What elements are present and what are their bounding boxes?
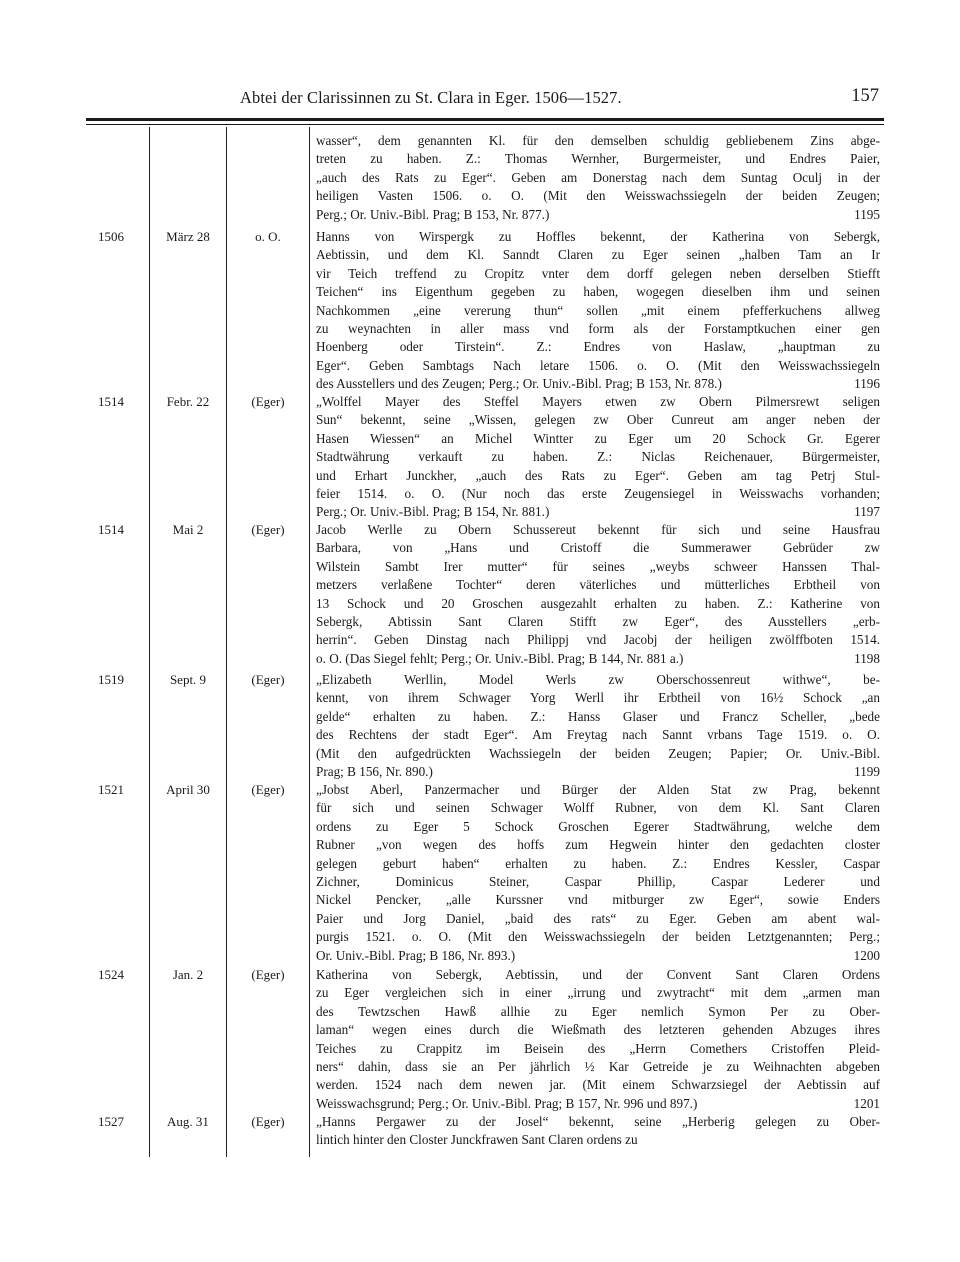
entry-number: 1197 <box>854 504 880 520</box>
entry-text <box>316 521 880 668</box>
entry-year: 1519 <box>98 672 124 687</box>
column-divider-date-place <box>226 127 227 1157</box>
entry-place: (Eger) <box>251 967 285 982</box>
entry-number: 1195 <box>854 206 880 222</box>
text-line-content: wasser“, dem genannten Kl. für den demselben schuldig gebliebenem Zins abge- <box>316 133 880 148</box>
text-line-content: gelegen geburt haben“ erhalten zu haben. Z.: Endres Kessler, Caspar <box>316 855 880 871</box>
text-line <box>316 818 880 836</box>
text-line <box>316 799 880 817</box>
text-line <box>316 150 880 168</box>
text-line-content: vir Teich treffend zu Cropitz vnter dem dorff gelegen neben derselben Stiefft <box>316 265 880 281</box>
text-line <box>316 708 880 726</box>
text-line <box>316 891 880 909</box>
column-divider-place-text <box>309 127 310 1157</box>
text-line <box>316 745 880 763</box>
text-line-content: (Mit den aufgedrückten Wachssiegeln der beiden Zeugen; Papier; Or. Univ.-Bibl. <box>316 745 880 761</box>
text-line-content: gelde“ erhalten zu haben. Z.: Hanss Glaser und Francz Scheller, „bede <box>316 708 880 724</box>
text-line-content: Eger“. Geben Sambtags Nach letare 1506. o. O. (Mit den Weisswachssiegeln <box>316 357 880 373</box>
text-line-content: Rubner „von wegen des hoffs zum Hegwein hinter den gedachten closter <box>316 837 880 853</box>
text-line <box>316 613 880 631</box>
text-line <box>316 411 880 429</box>
page-number: 157 <box>851 86 879 106</box>
text-line <box>316 781 880 799</box>
entry-number: 1199 <box>854 763 880 779</box>
text-line <box>316 984 880 1002</box>
text-line <box>316 1131 880 1149</box>
text-line-content: Stadtwährung verkauft zu haben. Z.: Niclas Reichenauer, Bürgermeister, <box>316 449 880 465</box>
text-line <box>316 283 880 301</box>
entry-number: 1201 <box>853 1095 880 1111</box>
text-line <box>316 375 880 393</box>
entry-date: Febr. 22 <box>166 394 210 409</box>
text-line <box>316 338 880 356</box>
text-line-content: lintich hinter den Closter Junckfrawen Sant Claren ordens zu <box>316 1132 638 1148</box>
text-line-content: „Hanns Pergawer zu der Josel“ bekennt, seine „Herberig gelegen zu Ober- <box>316 1114 880 1129</box>
text-line-content: des Tewtzschen Hawß allhie zu Eger nemlich Symon Per zu Ober- <box>316 1003 880 1019</box>
text-line-content: ners“ dahin, dass sie an Per jährlich ½ Kar Getreide je zu Weihnachten abgeben <box>316 1058 880 1074</box>
text-line <box>316 671 880 689</box>
text-line <box>316 910 880 928</box>
text-line <box>316 763 880 781</box>
text-line-content: „Jobst Aberl, Panzermacher und Bürger der Alden Stat zw Prag, bekennt <box>316 782 880 797</box>
text-line <box>316 836 880 854</box>
text-line-content: Sun“ bekennt, seine „Wissen, gelegen zw Ober Cunreut am anger neben der <box>316 412 880 428</box>
text-line-content: Katherina von Sebergk, Aebtissin, und der Convent Sant Claren Ordens <box>316 967 880 982</box>
text-line <box>316 187 880 205</box>
text-line-content: treten zu haben. Z.: Thomas Wernher, Burgermeister, und Endres Paier, <box>316 151 880 167</box>
text-line-content: Hasen Wiessen“ an Michel Wintter zu Eger um 20 Schock Gr. Egerer <box>316 430 880 446</box>
text-line-content: laman“ wegen eines durch die Wießmath des letzteren gehenden Abzuges ihres <box>316 1022 880 1038</box>
entry-date: Jan. 2 <box>172 967 204 982</box>
text-line-content: Wilstein Sambt Irer mutter“ für seines „weybs schweer Hanssen Thal- <box>316 558 880 574</box>
text-line-content: „Wolffel Mayer des Steffel Mayers etwen zw Obern Pilmersrewt seligen <box>316 394 880 409</box>
running-title: Abtei der Clarissinnen zu St. Clara in Eger. 1506—1527. <box>240 88 622 107</box>
entry-text <box>316 393 880 522</box>
text-line <box>316 1113 880 1131</box>
text-line <box>316 1021 880 1039</box>
entry-text <box>316 132 880 224</box>
text-line-content: Perg.; Or. Univ.-Bibl. Prag; B 154, Nr. 881.) <box>316 504 550 520</box>
entry-place: o. O. <box>255 229 281 244</box>
entry-year: 1524 <box>98 967 124 982</box>
text-line <box>316 265 880 283</box>
text-line-content: zu Eger vergleichen sich in einer „irrung und zwytracht“ mit dem „armen man <box>316 985 880 1001</box>
text-line-content: des Ausstellers und des Zeugen; Perg.; Or. Univ.-Bibl. Prag; B 153, Nr. 878.) <box>316 376 722 392</box>
text-line-content: Nachkommen „eine vererung thun“ sollen „mit einem pfefferkuchens allweg <box>316 302 880 318</box>
text-line-content: herrin“. Geben Dinstag nach Philippj vnd Jacobj der heiligen zwölffboten 1514. <box>316 632 880 648</box>
text-line <box>316 855 880 873</box>
text-line-content: „Elizabeth Werllin, Model Werls zw Oberschossenreut withwe“, be- <box>316 672 880 687</box>
text-line-content: Hoenberg oder Tirstein“. Z.: Endres von Haslaw, „hauptman zu <box>316 339 880 355</box>
text-line-content: zu weynachten in aller mass vnd form als der Forstamptkuchen einer gen <box>316 320 880 336</box>
text-line <box>316 430 880 448</box>
text-line <box>316 302 880 320</box>
text-line-content: werden. 1524 nach dem newen jar. (Mit einem Schwarzsiegel der Aebtissin auf <box>316 1077 880 1093</box>
text-line-content: Zichner, Dominicus Steiner, Caspar Phillip, Caspar Lederer und <box>316 873 880 889</box>
text-line <box>316 1003 880 1021</box>
text-line-content: Aebtissin, und dem Kl. Sanndt Claren zu Eger seinen „halben Tam an Ir <box>316 247 880 263</box>
text-line-content: purgis 1521. o. O. (Mit den Weisswachssiegeln der beiden Letztgenannten; Perg.; <box>316 929 880 945</box>
text-line <box>316 558 880 576</box>
entry-date: Mai 2 <box>172 522 204 537</box>
entry-text <box>316 781 880 965</box>
text-line-content: metzers verlaßene Tochter“ deren väterliches und mütterliches Erbtheil von <box>316 577 880 593</box>
text-line-content: Weisswachsgrund; Perg.; Or. Univ.-Bibl. Prag; B 157, Nr. 996 und 897.) <box>316 1095 698 1111</box>
entry-date: April 30 <box>166 782 210 797</box>
text-line <box>316 873 880 891</box>
text-line-content: Perg.; Or. Univ.-Bibl. Prag; B 153, Nr. 877.) <box>316 206 550 222</box>
entry-year: 1514 <box>98 394 124 409</box>
text-line-content: Prag; B 156, Nr. 890.) <box>316 763 433 779</box>
text-line <box>316 228 880 246</box>
text-line-content: „auch des Rats zu Eger“. Geben am Donerstag nach dem Suntag Oculj in der <box>316 169 880 185</box>
entry-place: (Eger) <box>251 522 285 537</box>
entry-date: Aug. 31 <box>167 1114 209 1129</box>
text-line <box>316 928 880 946</box>
text-line-content: Jacob Werlle zu Obern Schussereut bekennt für sich und seine Hausfrau <box>316 522 880 537</box>
entry-place: (Eger) <box>251 782 285 797</box>
entry-place: (Eger) <box>251 1114 285 1129</box>
text-line <box>316 1058 880 1076</box>
text-line-content: Barbara, von „Hans und Cristoff die Summerawer Gebrüder zw <box>316 540 880 556</box>
text-line-content: feier 1514. o. O. (Nur noch das erste Zeugensiegel in Weisswachs vorhanden; <box>316 485 880 501</box>
text-line <box>316 246 880 264</box>
text-line-content: Teiches zu Crappitz im Beisein des „Herrn Comethers Cristoffen Pleid- <box>316 1040 880 1056</box>
text-line-content: o. O. (Das Siegel fehlt; Perg.; Or. Univ.-Bibl. Prag; B 144, Nr. 881 a.) <box>316 650 684 666</box>
text-line-content: kennt, von ihrem Schwager Yorg Werll ihr Erbtheil von 16½ Schock „an <box>316 690 880 706</box>
text-line <box>316 521 880 539</box>
text-line <box>316 595 880 613</box>
entry-text <box>316 671 880 781</box>
text-line <box>316 1040 880 1058</box>
entry-number: 1196 <box>854 376 880 392</box>
text-line <box>316 689 880 707</box>
text-line-content: Paier und Jorg Daniel, „baid des rats“ zu Eger. Geben am abent wal- <box>316 910 880 926</box>
text-line <box>316 206 880 224</box>
text-line-content: Sebergk, Abtissin Sant Claren Stifft zw Eger“, des Ausstellers „erb- <box>316 613 880 629</box>
entry-text <box>316 228 880 394</box>
text-line <box>316 631 880 649</box>
text-line-content: Or. Univ.-Bibl. Prag; B 186, Nr. 893.) <box>316 947 516 963</box>
entry-text <box>316 1113 880 1150</box>
text-line <box>316 357 880 375</box>
text-line <box>316 1095 880 1113</box>
entry-year: 1514 <box>98 522 124 537</box>
header-rule-thick <box>86 118 884 121</box>
text-line <box>316 448 880 466</box>
text-line-content: Hanns von Wirspergk zu Hoffles bekennt, der Katherina von Sebergk, <box>316 229 880 244</box>
entry-number: 1198 <box>854 650 880 666</box>
column-divider-year-date <box>149 127 150 1157</box>
entry-date: Sept. 9 <box>169 672 207 687</box>
text-line <box>316 726 880 744</box>
text-line <box>316 966 880 984</box>
entry-year: 1521 <box>98 782 124 797</box>
text-line <box>316 169 880 187</box>
text-line-content: ordens zu Eger 5 Schock Groschen Egerer Stadtwährung, welche dem <box>316 818 880 834</box>
text-line <box>316 320 880 338</box>
text-line-content: des Rechtens der stadt Eger“. Am Freytag nach Sannt vrbans Tage 1519. o. O. <box>316 727 880 743</box>
text-line-content: heiligen Vasten 1506. o. O. (Mit den Weisswachssiegeln der beiden Zeugen; <box>316 188 880 204</box>
text-line-content: 13 Schock und 20 Groschen ausgezahlt erhalten zu haben. Z.: Katherine von <box>316 595 880 611</box>
page-header <box>230 88 885 114</box>
text-line <box>316 393 880 411</box>
entry-number: 1200 <box>853 947 880 963</box>
text-line <box>316 467 880 485</box>
entry-year: 1506 <box>98 229 124 244</box>
text-line <box>316 576 880 594</box>
text-line <box>316 485 880 503</box>
text-line <box>316 650 880 668</box>
text-line <box>316 132 880 150</box>
entry-place: (Eger) <box>251 672 285 687</box>
entry-place: (Eger) <box>251 394 285 409</box>
entry-year: 1527 <box>98 1114 124 1129</box>
text-line-content: Nickel Pencker, „alle Kurssner vnd mitburger zw Eger“, sowie Enders <box>316 892 880 908</box>
text-line <box>316 503 880 521</box>
header-rule-thin <box>86 124 884 125</box>
text-line-content: Teichen“ ins Eigenthum gegeben zu haben, wogegen dieselben ihm und seinen <box>316 284 880 300</box>
entry-text <box>316 966 880 1113</box>
text-line-content: für sich und seinen Schwager Wolff Rubner, von dem Kl. Sant Claren <box>316 800 880 816</box>
text-line <box>316 947 880 965</box>
entry-date: März 28 <box>166 229 210 244</box>
text-line-content: und Erhart Junckher, „auch des Rats zu Eger“. Geben am tag Petrj Stul- <box>316 467 880 483</box>
text-line <box>316 1076 880 1094</box>
text-line <box>316 539 880 557</box>
